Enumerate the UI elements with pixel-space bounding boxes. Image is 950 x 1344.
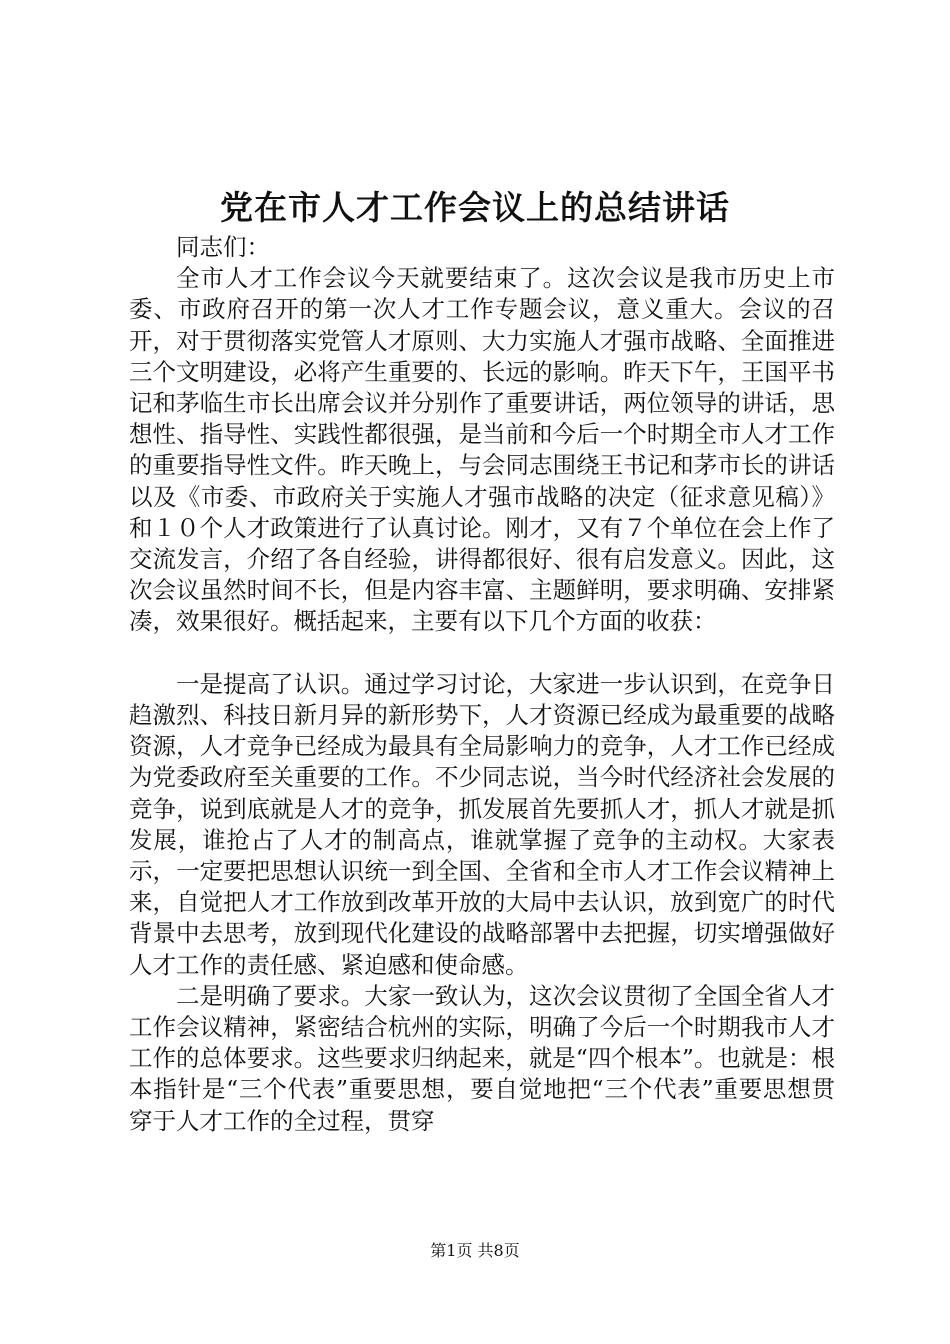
paragraph-intro: 全市人才工作会议今天就要结束了。这次会议是我市历史上市委、市政府召开的第一次人才工作专题会议，意义重大。会议的召开，对于贯彻落实党管人才原则、大力实施人才强市战略、全面推进三个文明建设，必将产生重要的、长远的影响。昨天下午，王国平书记和茅临生市长出席会议并分别作了重要讲话，两位领导的讲话，思想性、指导性、实践性都很强，是当前和今后一个时期全市人才工作的重要指导性文件。昨天晚上，与会同志围绕王书记和茅市长的讲话以及《市委、市政府关于实施人才强市战略的决定（征求意见稿）》和１０个人才政策进行了认真讨论。刚才，又有７个单位在会上作了交流发言，介绍了各自经验，讲得都很好、很有启发意义。因此，这次会议虽然时间不长，但是内容丰富、主题鲜明，要求明确、安排紧凑，效果很好。概括起来，主要有以下几个方面的收获： xyxy=(129,264,835,636)
document-body xyxy=(129,232,835,1137)
paragraph-spacer xyxy=(129,638,835,669)
paragraph-point-two: 二是明确了要求。大家一致认为，这次会议贯彻了全国全省人才工作会议精神，紧密结合杭州的实际，明确了今后一个时期我市人才工作的总体要求。这些要求归纳起来，就是“四个根本”。也就是：根本指针是“三个代表”重要思想，要自觉地把“三个代表”重要思想贯穿于人才工作的全过程，贯穿 xyxy=(129,981,835,1135)
document-title: 党在市人才工作会议上的总结讲话 xyxy=(220,188,730,227)
salutation: 同志们： xyxy=(176,233,270,261)
page-indicator: 第1页 共8页 xyxy=(430,1241,520,1260)
paragraph-point-one: 一是提高了认识。通过学习讨论，大家进一步认识到，在竞争日趋激烈、科技日新月异的新形势下，人才资源已经成为最重要的战略资源，人才竞争已经成为最具有全局影响力的竞争，人才工作已经成为党委政府至关重要的工作。不少同志说，当今时代经济社会发展的竞争，说到底就是人才的竞争，抓发展首先要抓人才，抓人才就是抓发展，谁抢占了人才的制高点，谁就掌握了竞争的主动权。大家表示，一定要把思想认识统一到全国、全省和全市人才工作会议精神上来，自觉把人才工作放到改革开放的大局中去认识，放到宽广的时代背景中去思考，放到现代化建设的战略部署中去把握，切实增强做好人才工作的责任感、紧迫感和使命感。 xyxy=(129,669,835,979)
